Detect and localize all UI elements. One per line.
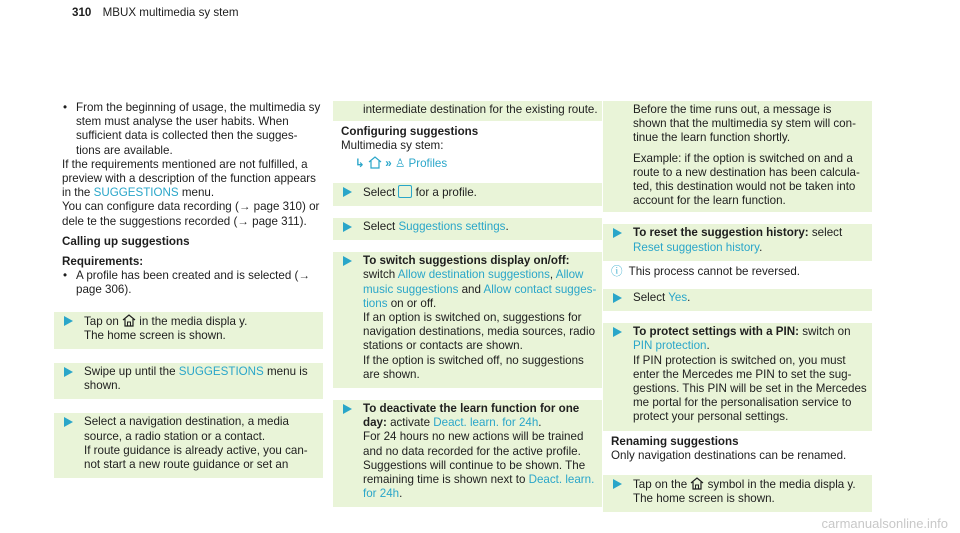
list-item: • A profile has been created and is selected (→ page 306). (62, 269, 321, 297)
person-icon: ♙ (394, 156, 406, 170)
profiles-link[interactable]: Profiles (408, 156, 448, 170)
text: If the requirements mentioned are not fulfilled, a preview with a description of the function appears in the (62, 157, 316, 200)
step-arrow-icon (613, 479, 622, 489)
allow-music-suggestions-link[interactable]: Allow music suggestions (363, 268, 584, 296)
step-arrow-icon (64, 417, 73, 427)
step: Tap on the symbol in the media displa y. The home screen is shown. (603, 475, 872, 512)
section-heading: Configuring suggestions (341, 125, 479, 139)
text: Example: if the option is switched on and a route to a new destination has been calcula‐ ted, this destination would not be taken into account for the learn function. (633, 151, 860, 208)
deact-learn-link[interactable]: Deact. learn. for 24h (433, 416, 539, 430)
footer (0, 515, 960, 533)
step-arrow-icon (613, 293, 622, 303)
step-continuation (603, 101, 872, 212)
home-icon (690, 477, 704, 490)
menu-link[interactable]: SUGGESTIONS (178, 365, 264, 379)
column-2 (341, 101, 600, 507)
suggestions-settings-link[interactable]: Suggestions settings (398, 220, 506, 234)
step-arrow-icon (343, 187, 352, 197)
gear-icon[interactable] (398, 185, 412, 198)
reset-suggestion-history-link[interactable]: Reset suggestion history (633, 240, 760, 254)
yes-link[interactable]: Yes (668, 291, 688, 305)
path-arrow-icon: ↳ (355, 156, 365, 170)
step-arrow-icon (343, 256, 352, 266)
step-continuation: intermediate destination for the existing route. (333, 101, 602, 121)
step: To protect settings with a PIN: switch on PIN protection. If PIN protection is switched on, you must enter the Mercedes me PIN to set the sug‐ gestions. This PIN will be set in the Mercedes me portal for the personalisation service to protect your personal settings. (603, 323, 872, 430)
page-header (72, 6, 239, 20)
step-arrow-icon (343, 404, 352, 414)
step-arrow-icon (64, 316, 73, 326)
home-icon (368, 156, 382, 169)
paragraph: Only navigation destinations can be renamed. (611, 448, 847, 462)
info-icon: ⓘ (611, 264, 623, 278)
step: To deactivate the learn function for one day: activate Deact. learn. for 24h. For 24 hours no new actions will be trained and no data recorded for the active profile. Suggestions will continue to be shown. The remaining time is shown next to Deact. learn. for 24h. (333, 400, 602, 507)
text: Before the time runs out, a message is shown that the multimedia sy stem will con‐ tinue the learn function shortly. (633, 103, 856, 145)
menu-path (341, 156, 600, 171)
pin-protection-link[interactable]: PIN protection (633, 339, 707, 353)
step-arrow-icon (613, 228, 622, 238)
column-3 (611, 101, 870, 512)
menu-link[interactable]: SUGGESTIONS (93, 186, 179, 200)
step: Select a navigation destination, a media source, a radio station or a contact. If route guidance is already active, you can‐ not start a new route guidance or set an (54, 413, 323, 478)
step: Swipe up until the SUGGESTIONS menu is shown. (54, 363, 323, 399)
system-label: Multimedia sy stem: (341, 139, 444, 153)
note: ⓘ This process cannot be reversed. (611, 264, 801, 278)
list-item: • From the beginning of usage, the multimedia sy stem must analyse the user habits. When sufficient data is collected then the sugges‐ tions are available. (62, 101, 321, 158)
step: Select Suggestions settings. (333, 218, 602, 240)
home-icon (122, 314, 136, 327)
double-chevron-icon: » (385, 156, 392, 170)
step: Select for a profile. (333, 183, 602, 206)
step: To reset the suggestion history: select Reset suggestion history. (603, 224, 872, 260)
watermark: carmanualsonline.info (821, 515, 948, 531)
page-number: 310 (72, 6, 92, 19)
text: menu. (178, 186, 215, 200)
step-arrow-icon (613, 327, 622, 337)
step: To switch suggestions display on/off: switch Allow destination suggestions, Allow music suggestions and Allow contact sugges‐ tions on or off. If an option is switched on, suggestions for navigation destinations, media sources, radio stations or contacts are shown. If the option is switched off, no suggestions are shown. (333, 252, 602, 388)
allow-contact-suggestions-link[interactable]: Allow contact sugges‐ tions (363, 282, 597, 310)
deact-learn-link[interactable]: Deact. learn. for 24h (363, 473, 595, 501)
step: Select Yes. (603, 289, 872, 311)
step-arrow-icon (64, 367, 73, 377)
page-title: MBUX multimedia sy stem (102, 6, 239, 19)
column-1 (62, 101, 321, 478)
allow-destination-suggestions-link[interactable]: Allow destination suggestions (397, 268, 550, 282)
step-arrow-icon (343, 222, 352, 232)
paragraph (62, 158, 321, 201)
step: Tap on in the media displa y. The home screen is shown. (54, 312, 323, 349)
section-heading: Renaming suggestions (611, 434, 739, 448)
requirements-label: Requirements: (62, 255, 144, 269)
paragraph: You can configure data recording (→ page 310) or dele te the suggestions recorded (→ page 311). (62, 200, 320, 228)
section-heading: Calling up suggestions (62, 234, 190, 248)
